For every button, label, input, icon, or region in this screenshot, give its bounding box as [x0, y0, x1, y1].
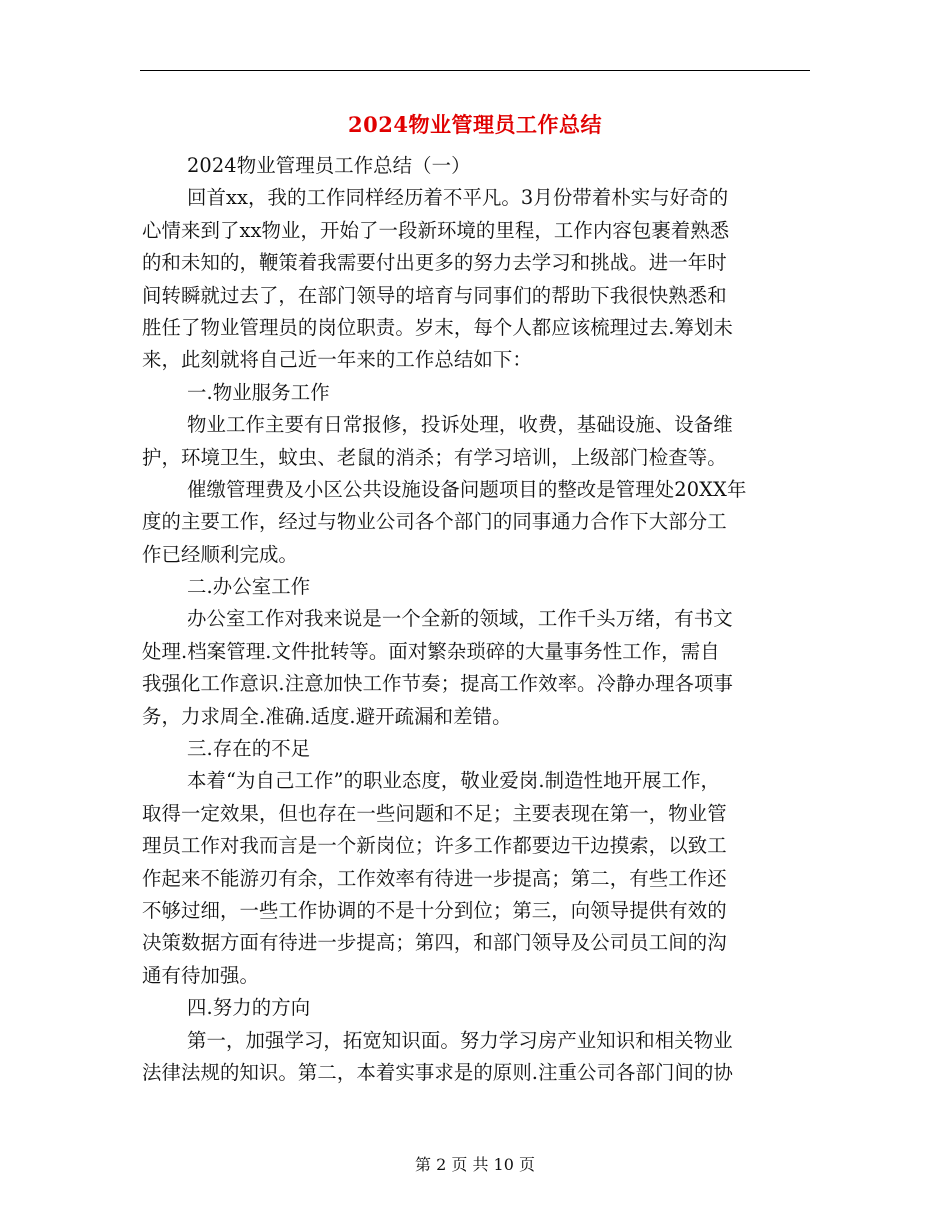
body-line: 取得一定效果，但也存在一些问题和不足；主要表现在第一，物业管	[142, 801, 727, 825]
body-line: 的和未知的，鞭策着我需要付出更多的努力去学习和挑战。进一年时	[142, 251, 727, 275]
body-line: 本着“为自己工作”的职业态度，敬业爱岗.制造性地开展工作，	[187, 769, 721, 793]
body-line: 2024物业管理员工作总结（一）	[187, 154, 471, 177]
header-rule	[140, 70, 810, 71]
body-line: 办公室工作对我来说是一个全新的领域，工作千头万绪，有书文	[187, 607, 733, 631]
body-line: 法律法规的知识。第二，本着实事求是的原则.注重公司各部门间的协	[142, 1060, 733, 1084]
page-number: 第 2 页 共 10 页	[415, 1155, 535, 1174]
document-title: 2024物业管理员工作总结	[348, 112, 602, 137]
body-line: 心情来到了xx物业，开始了一段新环境的里程，工作内容包裹着熟悉	[142, 218, 730, 242]
body-line: 间转瞬就过去了，在部门领导的培育与同事们的帮助下我很快熟悉和	[142, 283, 727, 307]
body-line: 四.努力的方向	[187, 996, 311, 1020]
body-line: 我强化工作意识.注意加快工作节奏；提高工作效率。冷静办理各项事	[142, 672, 733, 696]
body-line: 护，环境卫生，蚊虫、老鼠的消杀；有学习培训，上级部门检查等。	[142, 445, 727, 469]
body-line: 决策数据方面有待进一步提高；第四，和部门领导及公司员工间的沟	[142, 931, 727, 955]
body-line: 胜任了物业管理员的岗位职责。岁末，每个人都应该梳理过去.筹划未	[142, 315, 733, 339]
body-line: 理员工作对我而言是一个新岗位；许多工作都要边干边摸索，以致工	[142, 834, 727, 858]
body-line: 催缴管理费及小区公共设施设备问题项目的整改是管理处20XX年	[187, 477, 747, 501]
body-line: 第一，加强学习，拓宽知识面。努力学习房产业知识和相关物业	[187, 1028, 733, 1052]
body-line: 二.办公室工作	[187, 575, 311, 599]
body-line: 作起来不能游刃有余，工作效率有待进一步提高；第二，有些工作还	[142, 866, 727, 890]
body-line: 不够过细，一些工作协调的不是十分到位；第三，向领导提供有效的	[142, 898, 727, 922]
document-body	[142, 150, 802, 1089]
body-line: 回首xx，我的工作同样经历着不平凡。3月份带着朴实与好奇的	[187, 186, 729, 210]
body-line: 物业工作主要有日常报修，投诉处理，收费，基础设施、设备维	[187, 413, 733, 437]
body-line: 来，此刻就将自己近一年来的工作总结如下：	[142, 348, 532, 372]
body-line: 三.存在的不足	[187, 737, 311, 761]
body-line: 通有待加强。	[142, 963, 259, 987]
body-line: 一.物业服务工作	[187, 380, 330, 404]
body-line: 度的主要工作，经过与物业公司各个部门的同事通力合作下大部分工	[142, 510, 727, 534]
body-line: 务，力求周全.准确.适度.避开疏漏和差错。	[142, 704, 512, 728]
body-line: 作已经顺利完成。	[142, 542, 298, 566]
body-line: 处理.档案管理.文件批转等。面对繁杂琐碎的大量事务性工作，需自	[142, 639, 720, 663]
